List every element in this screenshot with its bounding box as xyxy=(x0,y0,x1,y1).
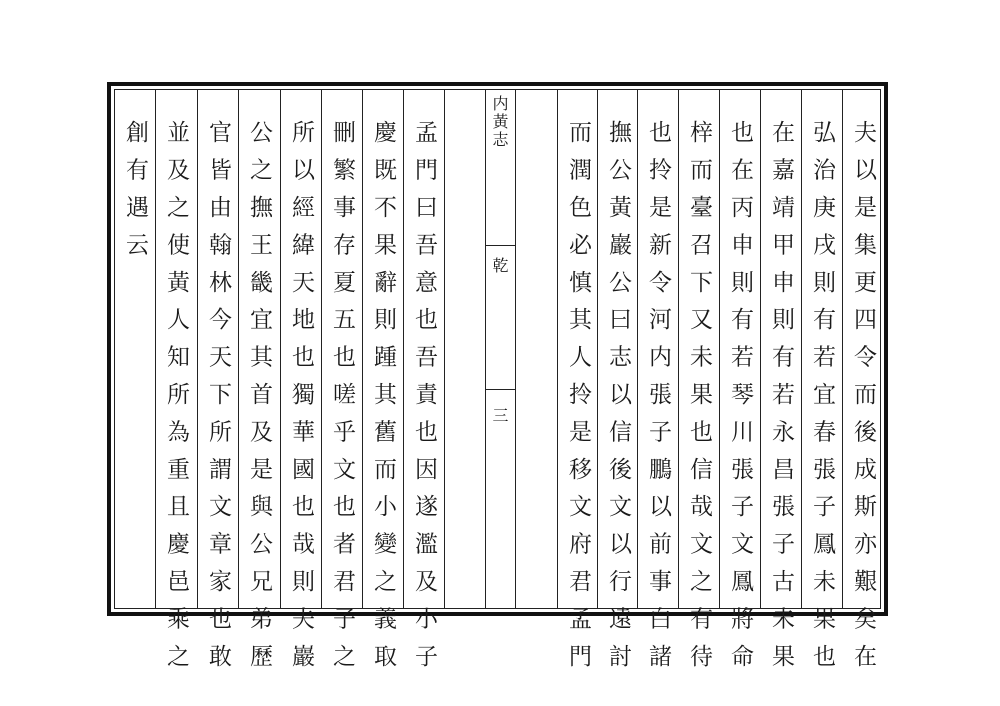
text-column: 而潤色必慎其人拎是移文府君孟門 xyxy=(565,120,591,681)
text-column: 刪繁事存夏五也嗟乎文也者君子之 xyxy=(329,120,355,681)
text-column: 也拎是新令河内張子鵬以前事白諸 xyxy=(645,120,671,681)
page-number: 三 xyxy=(490,407,509,425)
text-column: 在嘉靖甲申則有若永昌張子古未果 xyxy=(768,120,794,681)
text-column: 公之撫王畿宜其首及是與公兄弟歷 xyxy=(246,120,272,681)
text-column: 弘治庚戌則有若宜春張子鳳未果也 xyxy=(809,120,835,681)
header-title: 内黃志 xyxy=(490,95,509,149)
text-column: 官皆由翰林今天下所謂文章家也敢 xyxy=(205,120,231,681)
section-label: 乾 xyxy=(490,257,509,275)
text-column: 慶既不果辭則踵其舊而小變之義取 xyxy=(370,120,396,681)
band-rule xyxy=(486,245,515,246)
band-rule xyxy=(486,389,515,390)
center-fold-band xyxy=(485,89,516,609)
text-column: 創有遇云 xyxy=(122,120,148,270)
text-column: 撫公黃巖公曰志以信後文以行遠討 xyxy=(605,120,631,681)
text-column: 夫以是集更四令而後成斯亦艱矣在 xyxy=(850,120,876,681)
text-column: 梓而臺召下又未果也信哉文之有待 xyxy=(686,120,712,681)
text-column: 所以經緯天地也獨華國也哉則夫巖 xyxy=(288,120,314,681)
text-column: 並及之使黃人知所為重且慶邑乘之 xyxy=(163,120,189,681)
text-column: 孟門曰吾意也吾責也因遂濫及小子 xyxy=(411,120,437,681)
column-rule xyxy=(444,89,445,609)
text-column: 也在丙申則有若琴川張子文鳳將命 xyxy=(727,120,753,681)
